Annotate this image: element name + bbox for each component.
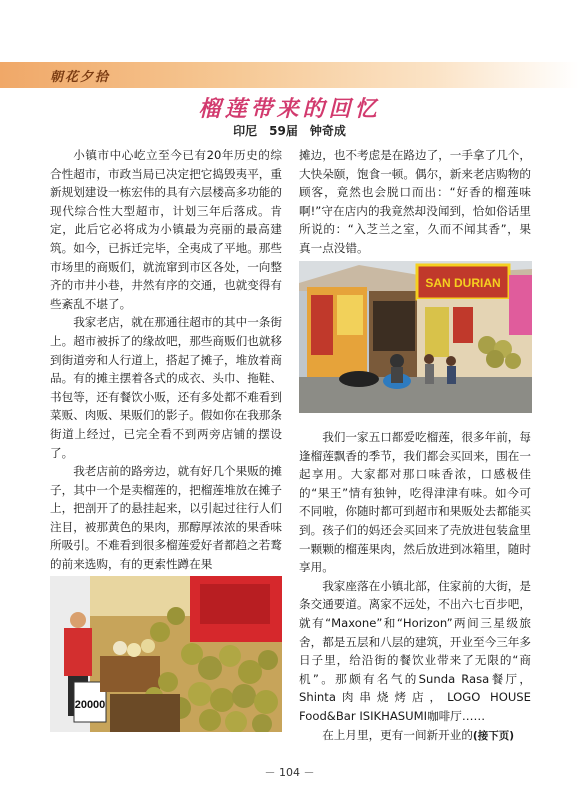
durian-shop-photo xyxy=(299,261,532,413)
paragraph: 我家座落在小镇北部，住家前的大街，是条交通要道。离家不远处，不出六七百步吧，就有“Maxone”和“Horizon”两间三星级旅舍，都是五层和八层的建筑，开业至今三年多日子里，给沿街的餐饮业带来了无限的“商机”。那颇有名气的Sunda Rasa餐厅，Shinta肉串烧烤店，LOGO HOUSE Food&Bar ISIKHASUMI咖啡厅…… xyxy=(299,578,531,723)
paragraph xyxy=(299,726,531,746)
continued-note: (接下页) xyxy=(472,729,515,742)
price-tag-text: 20000 xyxy=(74,699,106,711)
left-column xyxy=(50,146,282,574)
paragraph: 我老店前的路旁边，就有好几个果贩的摊子，其中一个是卖榴莲的，把榴莲堆放在摊子上，把剖开了的悬挂起来，以引起过往行人们注目，被那黄色的果肉，那醇厚浓浓的果香味所吸引。不难看到很多榴莲爱好者都趋之若鹜的前来选购，有的更索性蹲在果 xyxy=(50,464,282,572)
paragraph: 摊边，也不考虑是在路边了，一手拿了几个，大快朵颐，饱食一顿。偶尔，新来老店购物的顾客，竟然也会脱口而出：“好香的榴莲味啊!”守在店内的我竟然却没闻到，恰如俗话里所说的：“入芝兰之室，久而不闻其香”，果真一点没错。 xyxy=(299,148,531,255)
paragraph: 我家老店，就在那通往超市的其中一条街上。超市被拆了的缘故吧，那些商贩们也就移到街道旁和人行道上，搭起了摊子，堆放着商品。有的摊主摆着各式的成衣、头巾、拖鞋、书包等，还有餐饮小贩，还有多处都不难看到菜贩、肉贩、果贩们的影子。假如你在我那条街道上经过，已完全看不到两旁店铺的摆设了。 xyxy=(50,315,282,460)
article-byline: 印尼 59届 钟奇成 xyxy=(233,124,346,138)
article-title: 榴莲带来的回忆 xyxy=(198,97,381,122)
right-column-bottom xyxy=(299,428,531,745)
paragraph-text: 在上月里，更有一间新开业的 xyxy=(322,727,473,742)
durian-stall-photo xyxy=(50,576,282,732)
storefront-sign-text: SAN DURIAN xyxy=(425,276,501,290)
right-column-top xyxy=(299,146,531,258)
paragraph: 我们一家五口都爱吃榴莲，很多年前，每逢榴莲飘香的季节，我们都会买回来，围在一起享用。大家都对那口味香浓，口感极佳的“果王”情有独钟，吃得津津有味。如今可不同啦，你随时都可到超市和果贩处去都能买到。孩子们的妈还会买回来了壳放进包装盒里一颗颗的榴莲果肉，然后放进到冰箱里，随时享用。 xyxy=(299,430,531,575)
section-label: 朝花夕拾 xyxy=(50,70,111,85)
paragraph: 小镇市中心屹立至今已有20年历史的综合性超市，市政当局已决定把它捣毁夷平，重新规划建设一栋宏伟的具有六层楼高多功能的现代综合性大型超市，计划三年后落成。肯定，此后它必将成为小镇最为亮丽的最高建筑。如今，已拆迁完毕，全夷成了平地。那些市场里的商贩们，就流窜到市区各处，一向整齐的市井小巷，井然有序的交通，也就变得有些紊乱不堪了。 xyxy=(50,148,282,311)
page-number: － 104 － xyxy=(264,766,315,779)
